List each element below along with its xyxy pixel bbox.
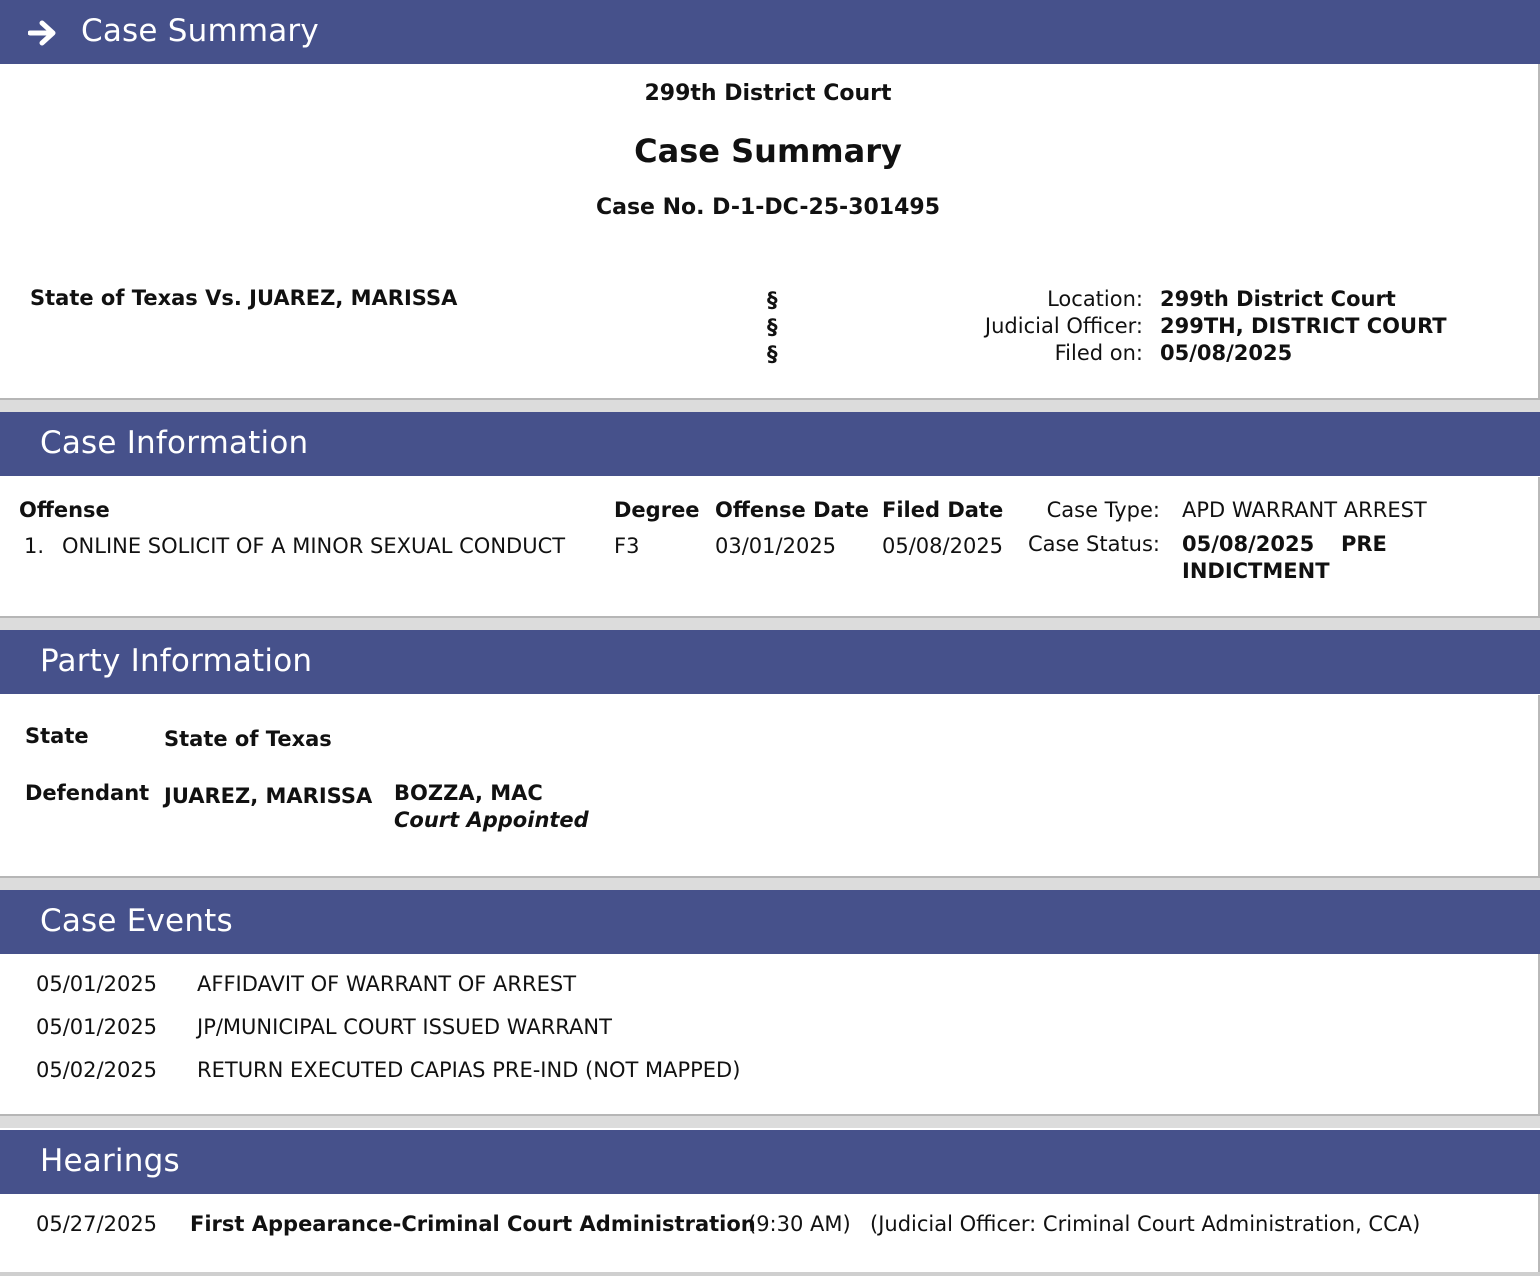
event-description: JP/MUNICIPAL COURT ISSUED WARRANT: [197, 1015, 612, 1039]
location-value: 299th District Court: [1160, 287, 1396, 311]
hearing-officer: (Judicial Officer: Criminal Court Administration, CCA): [870, 1212, 1421, 1236]
party-role-state: State: [25, 724, 89, 748]
court-name: 299th District Court: [644, 81, 892, 106]
case-number: Case No. D-1-DC-25-301495: [595, 195, 941, 220]
event-date: 05/01/2025: [36, 1015, 158, 1039]
hearing-name: First Appearance-Criminal Court Administration: [190, 1212, 756, 1236]
hearings-header: [0, 1130, 1540, 1194]
case-events-header: [0, 890, 1540, 954]
header-title[interactable]: Case Summary: [81, 13, 319, 49]
case-status-date: 05/08/2025: [1182, 532, 1315, 556]
section-mark: §: [767, 342, 778, 366]
case-summary-header-bar: [0, 0, 1540, 64]
filed-on-label: Filed on:: [1054, 341, 1143, 365]
hearing-date: 05/27/2025: [36, 1212, 158, 1236]
degree-header: Degree: [614, 498, 700, 522]
case-status-value-cont: INDICTMENT: [1182, 559, 1330, 583]
event-description: RETURN EXECUTED CAPIAS PRE-IND (NOT MAPPED): [197, 1058, 741, 1082]
case-status-label: Case Status:: [1027, 532, 1160, 556]
filed-date-header: Filed Date: [882, 498, 1004, 522]
offense-date: 03/01/2025: [715, 534, 837, 558]
section-title: Hearings: [40, 1143, 180, 1179]
event-date: 05/01/2025: [36, 972, 158, 996]
party-name-defendant: JUAREZ, MARISSA: [164, 784, 373, 808]
event-description: AFFIDAVIT OF WARRANT OF ARREST: [197, 972, 577, 996]
party-role-defendant: Defendant: [25, 781, 150, 805]
case-status-value: PRE: [1341, 532, 1387, 556]
section-mark: §: [767, 315, 778, 339]
section-divider: [0, 876, 1540, 890]
section-divider: [0, 398, 1540, 412]
attorney-type: Court Appointed: [394, 808, 589, 832]
party-information-header: [0, 630, 1540, 694]
summary-labels: [985, 286, 1143, 367]
judicial-officer-label: Judicial Officer:: [984, 314, 1143, 338]
bottom-border: [0, 1272, 1540, 1276]
section-title: Case Information: [40, 425, 309, 461]
attorney-name: BOZZA, MAC: [394, 781, 543, 805]
section-divider: [0, 616, 1540, 630]
filed-on-value: 05/08/2025: [1160, 341, 1293, 365]
section-title: Party Information: [40, 643, 313, 679]
party-name-state: State of Texas: [164, 727, 332, 751]
case-type-label: Case Type:: [1046, 498, 1160, 522]
page-title: Case Summary: [634, 132, 902, 170]
judicial-officer-value: 299TH, DISTRICT COURT: [1160, 314, 1447, 338]
section-mark: §: [767, 288, 778, 312]
offense-date-header: Offense Date: [715, 498, 869, 522]
case-style: State of Texas Vs. JUAREZ, MARISSA: [30, 286, 458, 310]
offense-number: 1.: [24, 534, 45, 558]
event-date: 05/02/2025: [36, 1058, 158, 1082]
section-marks: [767, 287, 778, 368]
summary-values: [1160, 286, 1447, 367]
offense-description: ONLINE SOLICIT OF A MINOR SEXUAL CONDUCT: [62, 534, 566, 558]
offense-degree: F3: [614, 534, 640, 558]
hearing-time: (9:30 AM): [748, 1212, 851, 1236]
section-title: Case Events: [40, 903, 233, 939]
section-divider: [0, 1114, 1540, 1128]
case-type-value: APD WARRANT ARREST: [1182, 498, 1427, 522]
arrow-right-icon[interactable]: [28, 20, 58, 46]
offense-filed-date: 05/08/2025: [882, 534, 1004, 558]
location-label: Location:: [1047, 287, 1143, 311]
offense-header: Offense: [19, 498, 110, 522]
case-information-header: [0, 412, 1540, 476]
